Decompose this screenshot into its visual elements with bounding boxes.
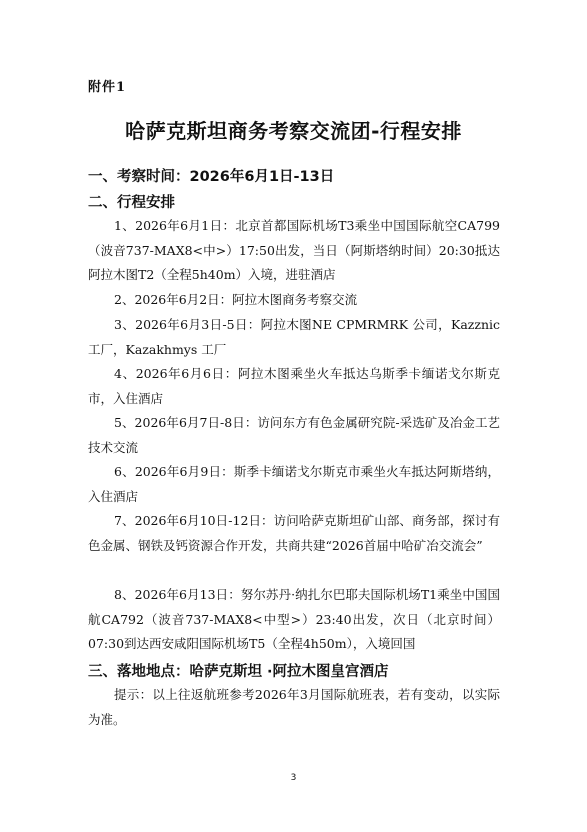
note-text: 提示：以上往返航班参考2026年3月国际航班表，若有变动，以实际为准。 <box>88 687 500 727</box>
section-heading-itinerary: 二、行程安排 <box>88 195 175 211</box>
itinerary-item-8: 8、2026年6月13日：努尔苏丹·纳扎尔巴耶夫国际机场T1乘坐中国国航CA792（波音737-MAX8<中型>）23:40出发，次日（北京时间）07:30到达西安咸阳国际机场T5（全程4h50m），入境回国 <box>88 587 500 651</box>
itinerary-item-2: 2、2026年6月2日：阿拉木图商务考察交流 <box>114 292 358 307</box>
page-title: 哈萨克斯坦商务考察交流团-行程安排 <box>125 119 462 143</box>
itinerary-item-7: 7、2026年6月10日-12日：访问哈萨克斯坦矿山部、商务部，探讨有色金属、钢铁及钙资源合作开发，共商共建“2026首届中哈矿冶交流会” <box>88 513 500 553</box>
itinerary-item-4: 4、2026年6月6日：阿拉木图乘坐火车抵达乌斯季卡缅诺戈尔斯克市，入住酒店 <box>88 366 500 406</box>
itinerary-item-5: 5、2026年6月7日-8日：访问东方有色金属研究院-采选矿及冶金工艺技术交流 <box>88 415 500 455</box>
page-number: 3 <box>290 773 297 783</box>
itinerary-item-6: 6、2026年6月9日：斯季卡缅诺戈尔斯克市乘坐火车抵达阿斯塔纳，入住酒店 <box>88 464 500 504</box>
itinerary-item-3: 3、2026年6月3日-5日：阿拉木图NE CPMRMRK 公司，Kazznic工厂，Kazakhmys 工厂 <box>88 317 500 357</box>
section-heading-time: 一、考察时间：2026年6月1日-13日 <box>88 169 335 185</box>
attachment-label: 附件1 <box>88 80 127 95</box>
itinerary-item-1: 1、2026年6月1日：北京首都国际机场T3乘坐中国国际航空CA799（波音737-MAX8<中>）17:50出发，当日（阿斯塔纳时间）20:30抵达阿拉木图T2（全程5h40m）入境，进驻酒店 <box>88 218 500 282</box>
section-heading-location: 三、落地地点：哈萨克斯坦 ·阿拉木图皇宫酒店 <box>88 664 389 680</box>
